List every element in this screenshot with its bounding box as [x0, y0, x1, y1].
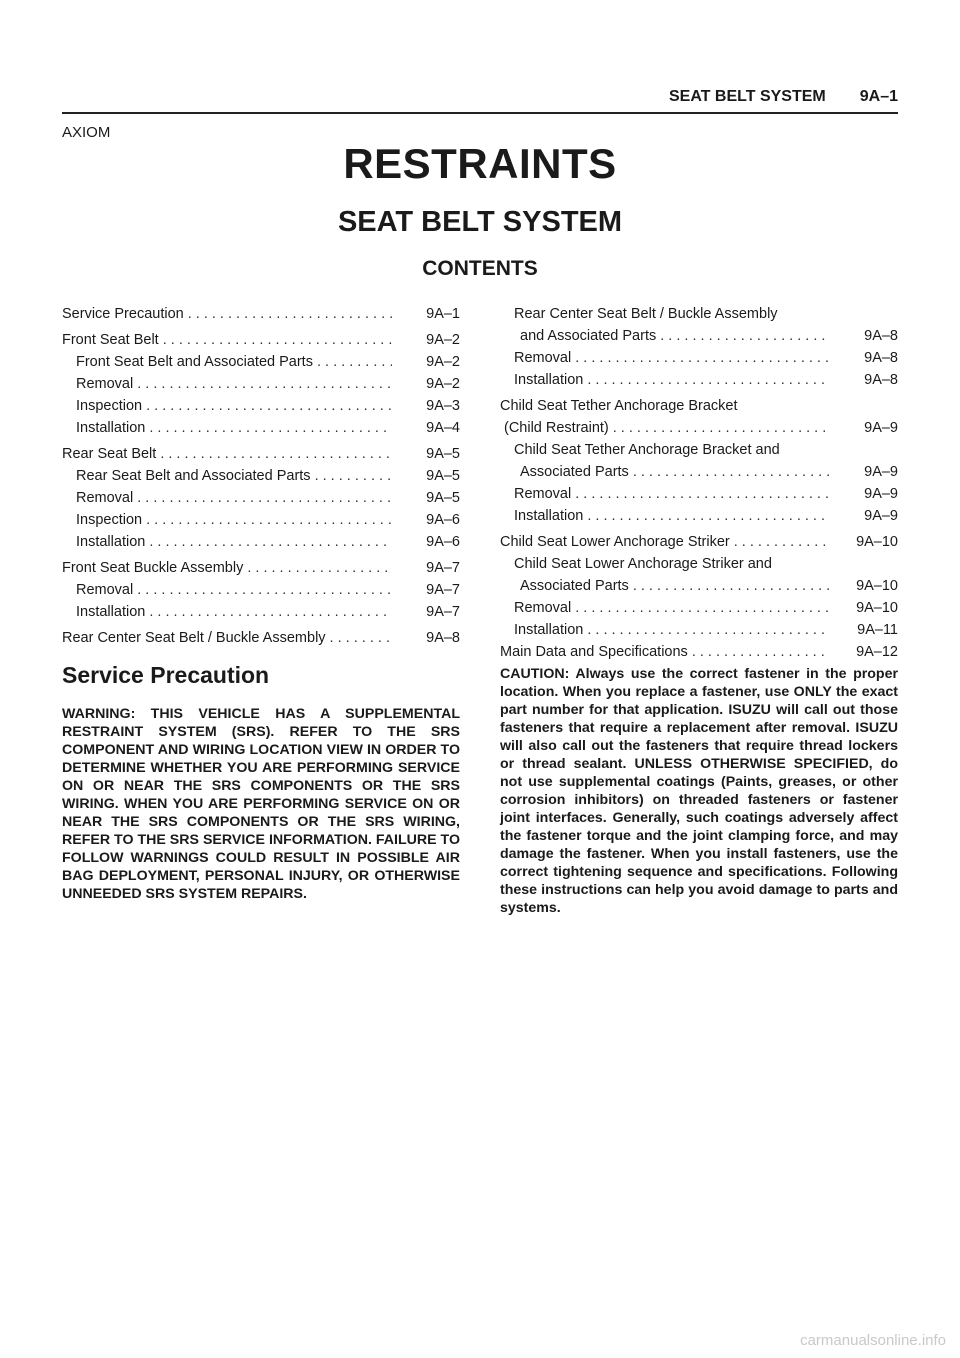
- toc-entry[interactable]: Child Seat Tether Anchorage Bracket and: [514, 442, 780, 458]
- toc-entry[interactable]: Rear Center Seat Belt / Buckle Assembly . . . 9A–8: [62, 627, 460, 649]
- toc-entry[interactable]: Inspection . . . 9A–3: [62, 395, 460, 417]
- toc-entry[interactable]: Removal . . . 9A–9: [500, 483, 898, 505]
- contents-heading: CONTENTS: [422, 257, 538, 280]
- toc-entry[interactable]: Main Data and Specifications . . . 9A–12: [500, 641, 898, 663]
- toc-entry[interactable]: Removal . . . 9A–5: [62, 487, 460, 509]
- running-head-section: SEAT BELT SYSTEM: [669, 88, 826, 105]
- toc-entry[interactable]: and Associated Parts . . . 9A–8: [500, 325, 898, 347]
- toc-entry[interactable]: Installation . . . 9A–9: [500, 505, 898, 527]
- toc-entry[interactable]: Front Seat Belt and Associated Parts . . . 9A–2: [62, 351, 460, 373]
- toc-entry[interactable]: Associated Parts . . . 9A–9: [500, 461, 898, 483]
- toc-right-column: [500, 303, 898, 663]
- toc-entry[interactable]: Rear Seat Belt and Associated Parts . . . 9A–5: [62, 465, 460, 487]
- toc-entry[interactable]: Front Seat Buckle Assembly . . . 9A–7: [62, 557, 460, 579]
- toc-entry[interactable]: Rear Center Seat Belt / Buckle Assembly: [514, 306, 778, 322]
- toc-entry[interactable]: Associated Parts . . . 9A–10: [500, 575, 898, 597]
- toc-entry[interactable]: Child Seat Lower Anchorage Striker . . . 9A–10: [500, 531, 898, 553]
- warning-text: WARNING: THIS VEHICLE HAS A SUPPLEMENTAL RESTRAINT SYSTEM (SRS). REFER TO THE SRS COMPONENT AND WIRING LOCATION VIEW IN ORDER TO DETERMINE WHETHER YOU ARE PERFORMING SERVICE ON OR NEAR THE SRS COMPONENTS OR THE SRS WIRING. WHEN YOU ARE PERFORMING SERVICE ON OR NEAR THE SRS COMPONENTS OR THE SRS WIRING, REFER TO THE SRS SERVICE INFORMATION. FAILURE TO FOLLOW WARNINGS COULD RESULT IN POSSIBLE AIR BAG DEPLOYMENT, PERSONAL INJURY, OR OTHERWISE UNNEEDED SRS SYSTEM REPAIRS.: [62, 706, 460, 902]
- toc-entry[interactable]: Removal . . . 9A–2: [62, 373, 460, 395]
- toc-entry[interactable]: Installation . . . 9A–8: [500, 369, 898, 391]
- toc-entry[interactable]: Installation . . . 9A–11: [500, 619, 898, 641]
- toc-entry[interactable]: Rear Seat Belt . . . 9A–5: [62, 443, 460, 465]
- watermark: carmanualsonline.info: [800, 1332, 946, 1349]
- running-head-page: 9A–1: [859, 88, 898, 105]
- chapter-title: RESTRAINTS: [343, 140, 617, 187]
- service-precaution-heading: Service Precaution: [62, 662, 270, 688]
- toc-entry[interactable]: Service Precaution . . . 9A–1: [62, 303, 460, 325]
- toc-entry[interactable]: Installation . . . 9A–6: [62, 531, 460, 553]
- model-name: AXIOM: [62, 124, 111, 141]
- toc-left-column: [62, 303, 460, 649]
- toc-entry[interactable]: Child Seat Lower Anchorage Striker and: [514, 556, 772, 572]
- caution-text: CAUTION: Always use the correct fastener in the proper location. When you replace a fastener, use ONLY the exact part number for that application. ISUZU will call out those fasteners that require a replacement after removal. ISUZU will also call out the fasteners that require thread lockers or thread sealant. UNLESS OTHERWISE SPECIFIED, do not use supplemental coatings (Paints, greases, or other corrosion inhibitors) on threaded fasteners or fastener joint interfaces. Generally, such coatings adversely affect the fastener torque and the joint clamping force, and may damage the fastener. When you install fasteners, use the correct tightening sequence and specifications. Following these instructions can help you avoid damage to parts and systems.: [500, 666, 898, 916]
- toc-entry[interactable]: (Child Restraint) . . . 9A–9: [500, 417, 898, 439]
- toc-entry[interactable]: Installation . . . 9A–7: [62, 601, 460, 623]
- toc-entry[interactable]: Child Seat Tether Anchorage Bracket: [500, 398, 738, 414]
- running-head: [62, 88, 898, 114]
- section-title: SEAT BELT SYSTEM: [337, 206, 623, 238]
- toc-entry[interactable]: Inspection . . . 9A–6: [62, 509, 460, 531]
- toc-entry[interactable]: Removal . . . 9A–10: [500, 597, 898, 619]
- toc-entry[interactable]: Removal . . . 9A–8: [500, 347, 898, 369]
- toc-entry[interactable]: Installation . . . 9A–4: [62, 417, 460, 439]
- toc-entry[interactable]: Removal . . . 9A–7: [62, 579, 460, 601]
- toc-entry[interactable]: Front Seat Belt . . . 9A–2: [62, 329, 460, 351]
